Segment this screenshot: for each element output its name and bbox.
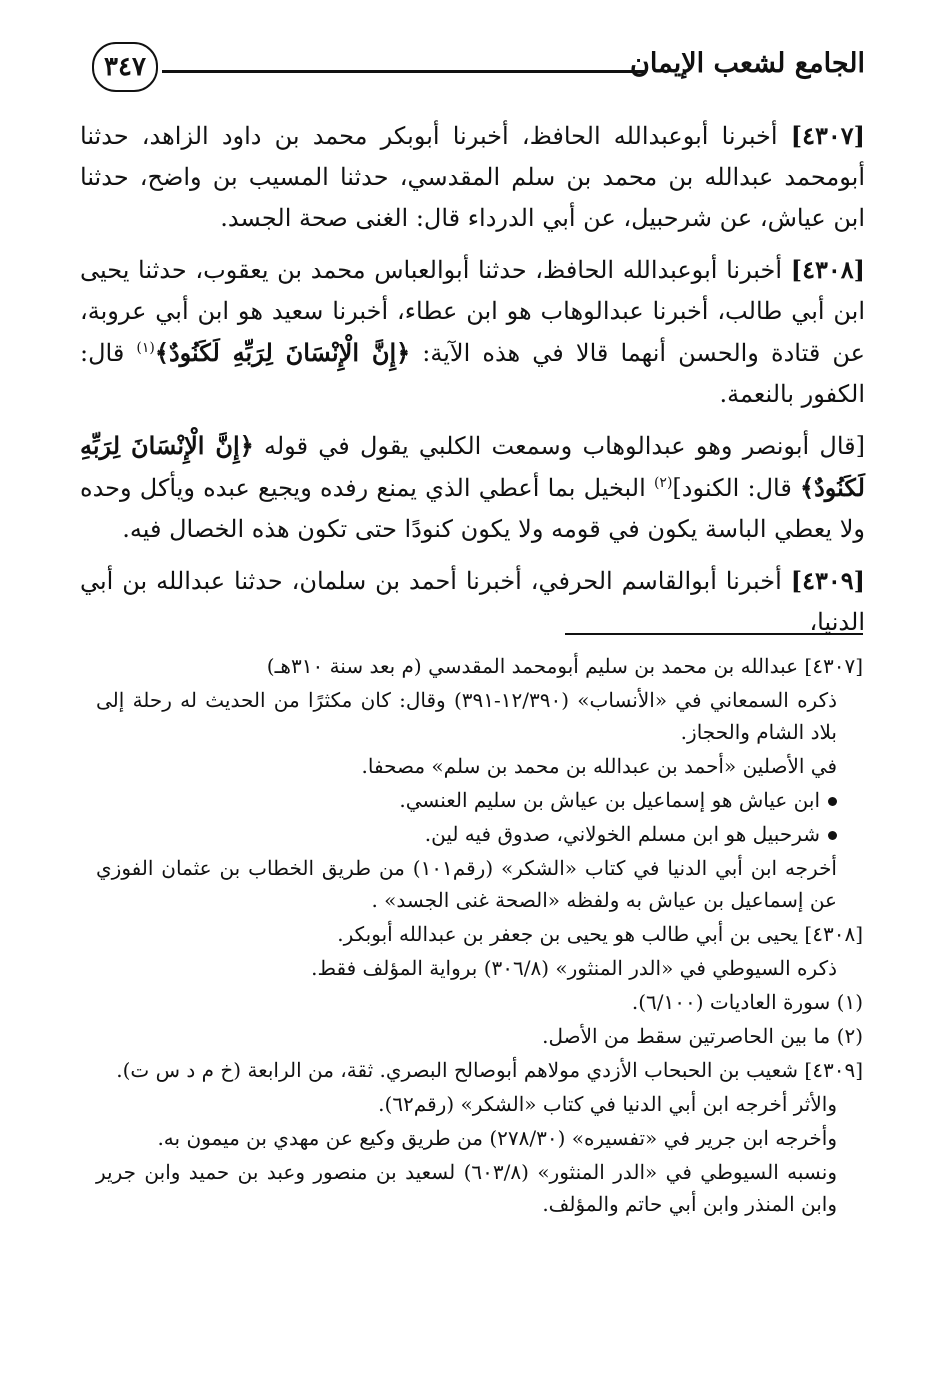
page-number: ٣٤٧ bbox=[92, 42, 158, 92]
bullet-icon bbox=[828, 831, 837, 840]
note-4309-heading: [٤٣٠٩] شعيب بن الحبحاب الأزدي مولاهم أبوصالح البصري. ثقة، من الرابعة (خ م د س ت). bbox=[116, 1058, 863, 1082]
hadith-text: أخبرنا أبوالقاسم الحرفي، أخبرنا أحمد بن سلمان، حدثنا عبدالله بن أبي الدنيا، bbox=[80, 567, 865, 636]
note-line: ونسبه السيوطي في «الدر المنثور» (٦٠٣/٨) لسعيد بن منصور وعبد بن حميد وابن جرير وابن المنذر وابن أبي حاتم والمؤلف. bbox=[96, 1160, 837, 1216]
hadith-4308-addendum bbox=[80, 425, 865, 550]
hadith-number: [٤٣٠٧] bbox=[790, 121, 865, 150]
note-line: في الأصلين «أحمد بن عبدالله بن محمد بن سلم» مصحفا. bbox=[361, 754, 837, 778]
footnote-2: (٢) ما بين الحاصرتين سقط من الأصل. bbox=[542, 1024, 863, 1048]
hadith-text: أخبرنا أبوعبدالله الحافظ، أخبرنا أبوبكر محمد بن داود الزاهد، حدثنا أبومحمد عبدالله بن محمد بن سلم المقدسي، حدثنا المسيب بن واضح، حدثنا ابن عياش، عن شرحبيل، عن أبي الدرداء قال: الغنى صحة الجسد. bbox=[80, 122, 865, 232]
header-rule bbox=[162, 70, 645, 73]
hadith-text: البخيل بما أعطي الذي يمنع رفده ويجيع عبده ويأكل وحده ولا يعطي الباسة يكون في قومه ولا يكون كنودًا حتى تكون هذه الخصال فيه. bbox=[80, 474, 865, 543]
hadith-4307 bbox=[80, 115, 865, 239]
footnote-ref-1: (١) bbox=[136, 340, 155, 356]
note-line: والأثر أخرجه ابن أبي الدنيا في كتاب «الشكر» (رقم٦٢). bbox=[378, 1092, 837, 1116]
note-line: ذكره السمعاني في «الأنساب» (١٢/٣٩٠-٣٩١) وقال: كان مكثرًا من الحديث له رحلة إلى بلاد الشام والحجاز. bbox=[96, 688, 838, 744]
footnote-1: (١) سورة العاديات (٦/١٠٠). bbox=[631, 990, 863, 1014]
footnotes bbox=[96, 650, 863, 1222]
hadith-4309 bbox=[80, 560, 865, 643]
hadith-text: أخبرنا أبوعبدالله الحافظ، حدثنا أبوالعباس محمد بن يعقوب، حدثنا يحيى ابن أبي طالب، أخبرنا عبدالوهاب هو ابن عطاء، أخبرنا سعيد هو ابن أبي عروبة، عن قتادة والحسن أنهما قالا في هذه الآية: bbox=[80, 256, 865, 367]
note-line: وأخرجه ابن جرير في «تفسيره» (٢٧٨/٣٠) من طريق وكيع عن مهدي بن ميمون به. bbox=[157, 1126, 837, 1150]
hadith-text: [قال أبونصر وهو عبدالوهاب وسمعت الكلبي يقول في قوله bbox=[264, 432, 865, 460]
note-line: ذكره السيوطي في «الدر المنثور» (٣٠٦/٨) برواية المؤلف فقط. bbox=[311, 956, 837, 980]
page-header bbox=[82, 42, 865, 98]
hadith-4308 bbox=[80, 249, 865, 415]
hadith-number: [٤٣٠٩] bbox=[790, 566, 865, 595]
footnote-ref-2: (٢) bbox=[653, 475, 673, 491]
bullet-icon bbox=[828, 797, 837, 806]
note-4307-heading: [٤٣٠٧] عبدالله بن محمد بن سليم أبومحمد المقدسي (م بعد سنة ٣١٠هـ) bbox=[266, 654, 863, 678]
note-4308-heading: [٤٣٠٨] يحيى بن أبي طالب هو يحيى بن جعفر بن عبدالله أبوبكر. bbox=[337, 922, 863, 946]
note-bullet: شرحبيل هو ابن مسلم الخولاني، صدوق فيه لين. bbox=[96, 818, 863, 850]
hadith-text: قال: الكنود] bbox=[672, 474, 792, 502]
quran-verse: ﴿إِنَّ الْإِنْسَانَ لِرَبِّهِ لَكَنُودٌ﴾ bbox=[154, 338, 411, 367]
running-title: الجامع لشعب الإيمان bbox=[630, 48, 865, 79]
note-bullet: ابن عياش هو إسماعيل بن عياش بن سليم العنسي. bbox=[96, 784, 863, 816]
hadith-number: [٤٣٠٨] bbox=[790, 255, 865, 284]
footnote-separator bbox=[565, 633, 863, 635]
note-line: أخرجه ابن أبي الدنيا في كتاب «الشكر» (رقم١٠١) من طريق الخطاب بن عثمان الفوزي عن إسماعيل بن عياش به ولفظه «الصحة غنى الجسد» . bbox=[96, 856, 837, 912]
hadith-text: قال: الكفور بالنعمة. bbox=[80, 339, 865, 408]
quran-verse: ﴿إِنَّ الْإِنْسَانَ لِرَبِّهِ لَكَنُودٌ﴾ bbox=[80, 431, 865, 502]
main-text bbox=[80, 115, 865, 653]
